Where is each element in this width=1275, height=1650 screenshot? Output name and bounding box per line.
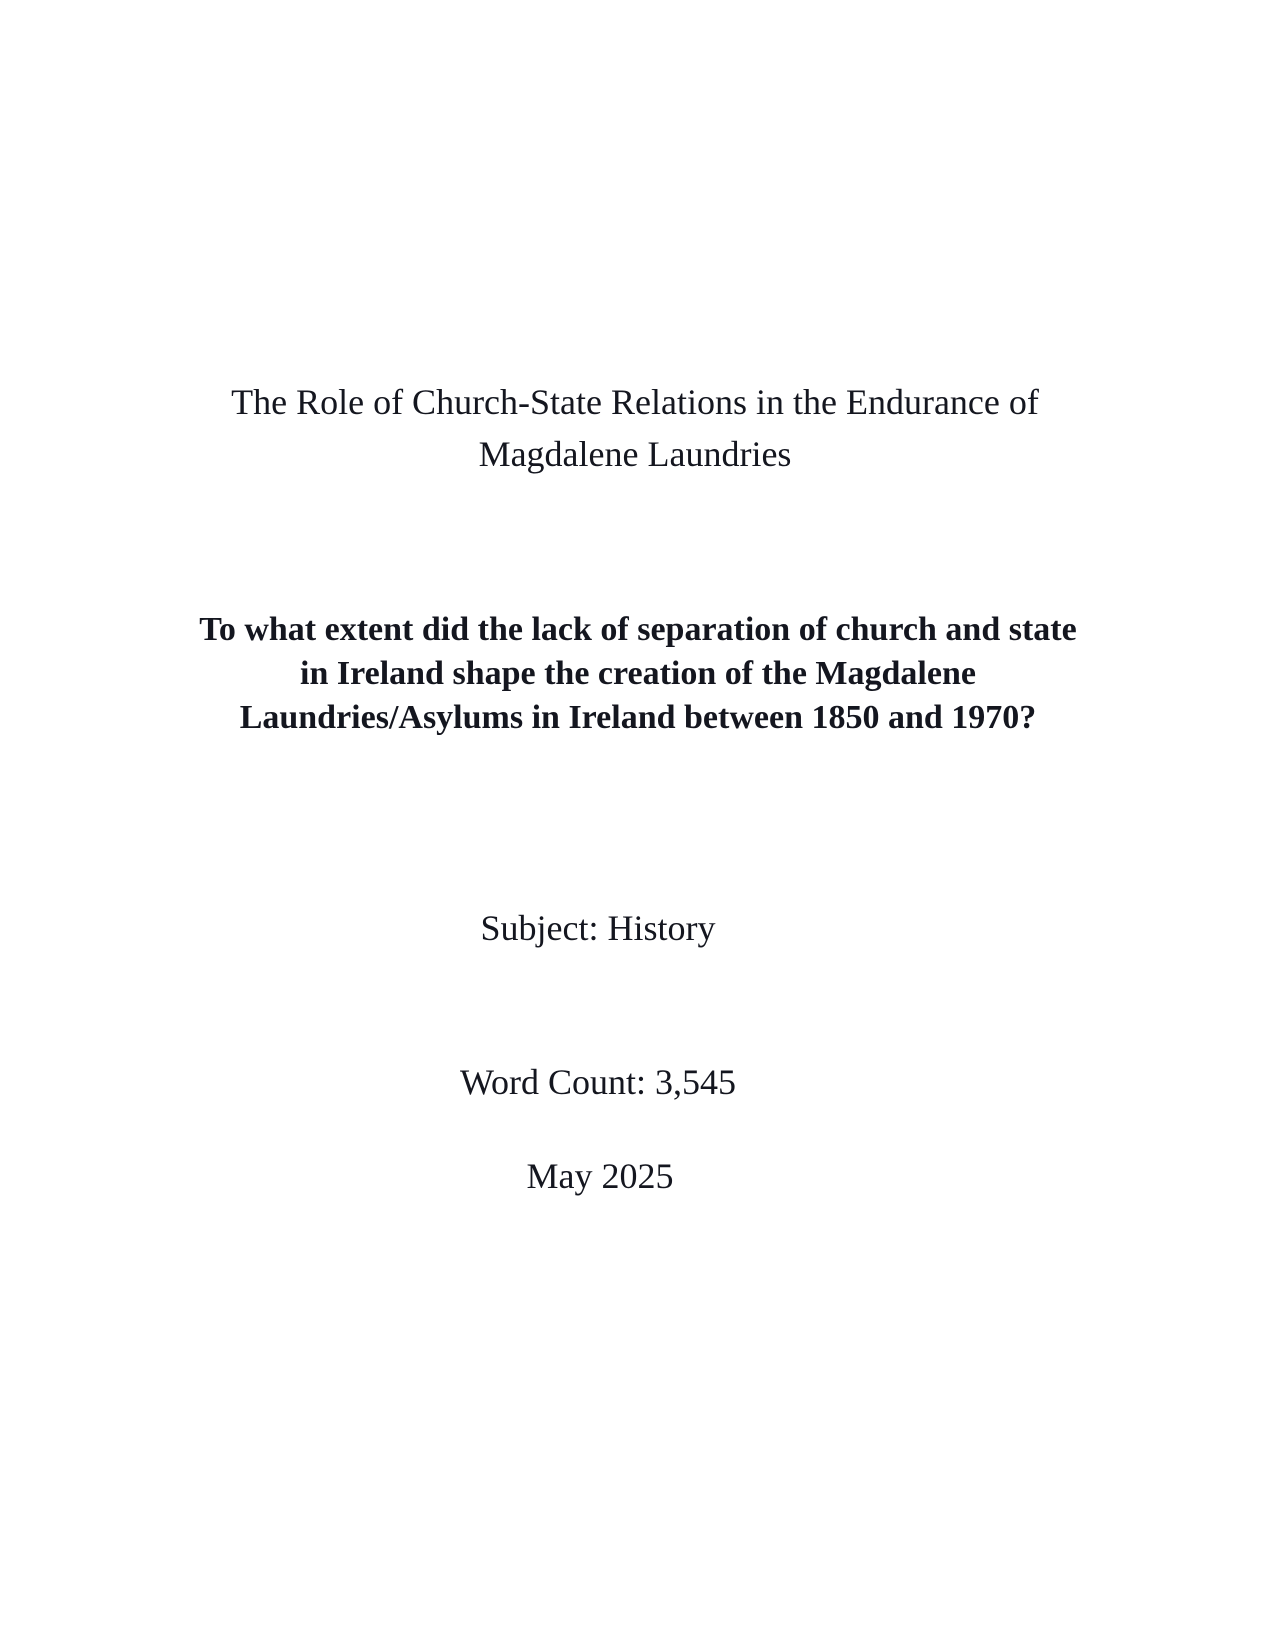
research-question-line-1: To what extent did the lack of separation of church and state [199,611,1077,648]
research-question-line-3: Laundries/Asylums in Ireland between 1850 and 1970? [239,699,1037,736]
research-question-line-2: in Ireland shape the creation of the Magdalene [300,655,976,692]
word-count: Word Count: 3,545 [459,1062,737,1102]
subject-label: Subject: History [480,908,716,948]
submission-date: May 2025 [526,1156,674,1196]
essay-title-line-2: Magdalene Laundries [478,434,792,474]
essay-title-line-1: The Role of Church-State Relations in the Endurance of [231,382,1039,422]
